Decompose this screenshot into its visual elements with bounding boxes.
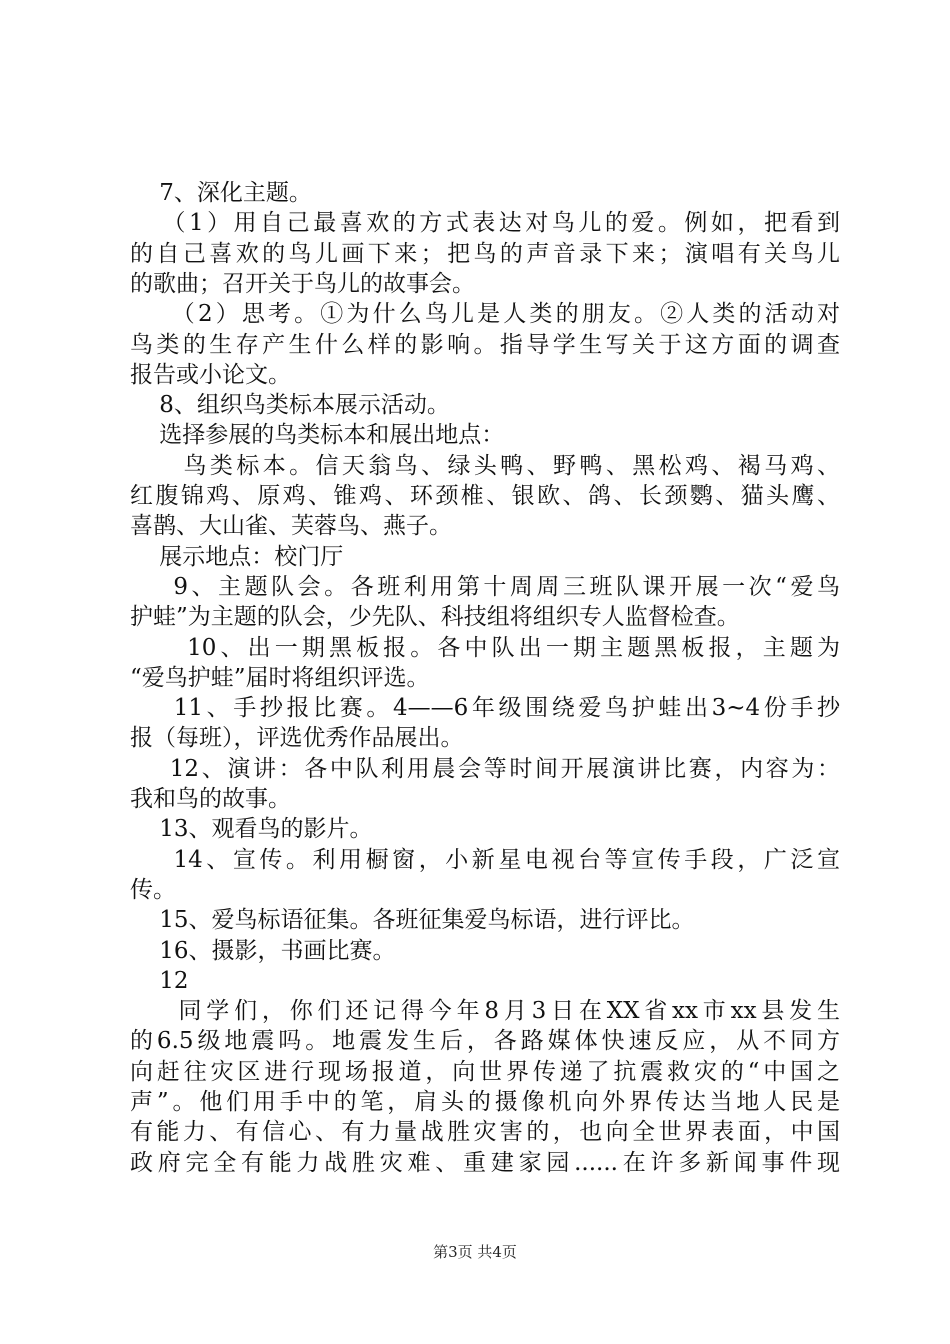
text-line: （1）用自己最喜欢的方式表达对鸟儿的爱。例如，把看到	[130, 210, 840, 237]
text-line: “爱鸟护蛙”届时将组织评选。	[130, 664, 430, 691]
text-line: 15、爱鸟标语征集。各班征集爱鸟标语，进行评比。	[130, 907, 695, 934]
text-line: 报（每班），评选优秀作品展出。	[130, 725, 464, 752]
text-line: 政府完全有能力战胜灾难、重建家园......在许多新闻事件现	[130, 1149, 840, 1176]
text-line: 展示地点：校门厅	[130, 543, 344, 570]
text-line: 护蛙”为主题的队会，少先队、科技组将组织专人监督检查。	[130, 604, 740, 631]
text-line: 传。	[130, 876, 176, 903]
text-line: 喜鹊、大山雀、芙蓉鸟、燕子。	[130, 513, 452, 540]
text-line: 10、出一期黑板报。各中队出一期主题黑板报，主题为	[130, 634, 840, 661]
text-line: 同学们，你们还记得今年8月3日在XX省xx市xx县发生	[130, 998, 840, 1025]
text-line: 11、手抄报比赛。4——6年级围绕爱鸟护蛙出3~4份手抄	[130, 695, 840, 722]
text-line: 的6.5级地震吗。地震发生后，各路媒体快速反应，从不同方	[130, 1028, 840, 1055]
text-line: 向赶往灾区进行现场报道，向世界传递了抗震救灾的“中国之	[130, 1058, 840, 1085]
text-line: 9、主题队会。各班利用第十周周三班队课开展一次“爱鸟	[130, 573, 840, 600]
text-line: 12、演讲：各中队利用晨会等时间开展演讲比赛，内容为：	[130, 755, 840, 782]
text-line: 13、观看鸟的影片。	[130, 816, 373, 843]
text-line: 8、组织鸟类标本展示活动。	[130, 392, 450, 419]
text-line: 选择参展的鸟类标本和展出地点：	[130, 422, 505, 449]
text-line: 14、宣传。利用橱窗，小新星电视台等宣传手段，广泛宣	[130, 846, 840, 873]
text-line: 我和鸟的故事。	[130, 786, 291, 812]
text-line: 报告或小论文。	[130, 361, 291, 388]
text-line: 的歌曲；召开关于鸟儿的故事会。	[130, 270, 475, 297]
text-line: 鸟类的生存产生什么样的影响。指导学生写关于这方面的调查	[130, 331, 840, 358]
page-footer: 第3页 共4页	[433, 1243, 517, 1261]
text-line: 16、摄影，书画比赛。	[130, 937, 396, 964]
text-line: 红腹锦鸡、原鸡、锥鸡、环颈椎、银欧、鸽、长颈鹦、猫头鹰、	[130, 483, 840, 509]
text-line: 有能力、有信心、有力量战胜灾害的，也向全世界表面，中国	[130, 1119, 840, 1146]
text-line: 的自己喜欢的鸟儿画下来；把鸟的声音录下来；演唱有关鸟儿	[130, 240, 840, 267]
text-line: （2）思考。①为什么鸟儿是人类的朋友。②人类的活动对	[130, 301, 840, 328]
text-line: 12	[130, 967, 189, 994]
text-line: 7、深化主题。	[130, 180, 312, 206]
text-line: 声”。他们用手中的笔，肩头的摄像机向外界传达当地人民是	[130, 1089, 840, 1115]
text-line: 鸟类标本。信天翁鸟、绿头鸭、野鸭、黑松鸡、褐马鸡、	[130, 452, 840, 479]
